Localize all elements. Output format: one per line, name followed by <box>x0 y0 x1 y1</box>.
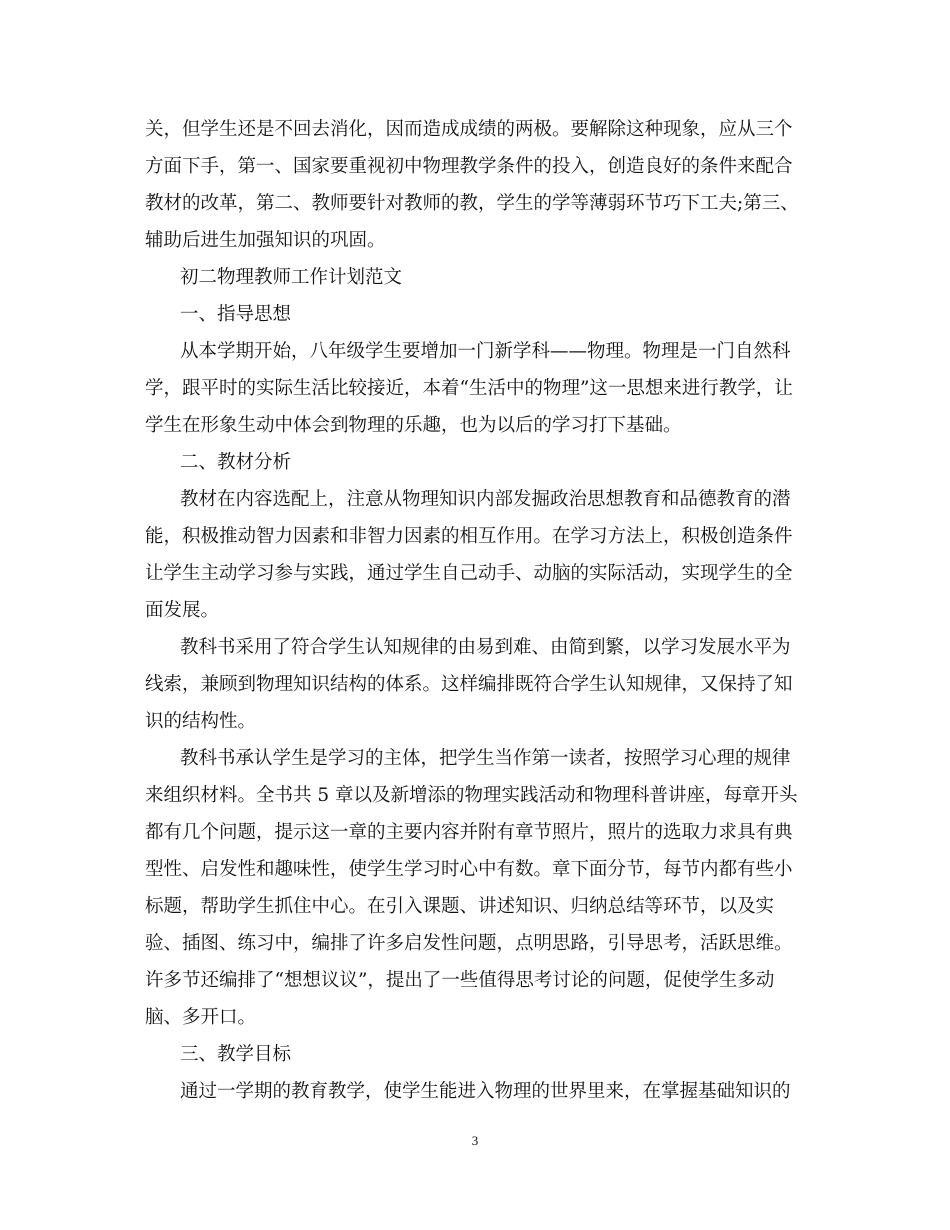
body-line: 关，但学生还是不回去消化，因而造成成绩的两极。要解除这种现象，应从三个 <box>145 119 793 140</box>
body-line: 标题，帮助学生抓住中心。在引入课题、讲述知识、归纳总结等环节，以及实 <box>145 896 775 917</box>
body-line: 面发展。 <box>145 600 220 621</box>
body-line: 能，积极推动智力因素和非智力因素的相互作用。在学习方法上，积极创造条件 <box>145 526 793 547</box>
body-line: 线索，兼顾到物理知识结构的体系。这样编排既符合学生认知规律，又保持了知 <box>145 674 793 695</box>
body-line: 脑、多开口。 <box>145 1007 257 1028</box>
body-line: 教材在内容选配上，注意从物理知识内部发掘政治思想教育和品德教育的潜 <box>180 489 791 510</box>
article-title: 初二物理教师工作计划范文 <box>180 267 403 288</box>
body-line: 教科书承认学生是学习的主体，把学生当作第一读者，按照学习心理的规律 <box>180 748 791 769</box>
body-line: 都有几个问题，提示这一章的主要内容并附有章节照片，照片的选取力求具有典 <box>145 822 793 843</box>
body-line: 学生在形象生动中体会到物理的乐趣，也为以后的学习打下基础。 <box>145 415 682 436</box>
body-line: 学，跟平时的实际生活比较接近，本着“生活中的物理”这一思想来进行教学，让 <box>145 378 793 399</box>
section-heading: 一、指导思想 <box>180 304 292 325</box>
section-heading: 三、教学目标 <box>180 1044 292 1065</box>
section-heading: 二、教材分析 <box>180 452 292 473</box>
body-line: 验、插图、练习中，编排了许多启发性问题，点明思路，引导思考，活跃思维。 <box>145 933 793 954</box>
body-line: 识的结构性。 <box>145 711 257 732</box>
body-line: 许多节还编排了“想想议议”，提出了一些值得思考讨论的问题，促使学生多动 <box>145 970 775 991</box>
body-line: 教科书采用了符合学生认知规律的由易到难、由简到繁，以学习发展水平为 <box>180 637 791 658</box>
page-number: 3 <box>471 1133 479 1148</box>
body-line: 辅助后进生加强知识的巩固。 <box>145 230 386 251</box>
body-line: 从本学期开始，八年级学生要增加一门新学科——物理。物理是一门自然科 <box>180 341 791 362</box>
body-line: 教材的改革，第二、教师要针对教师的教，学生的学等薄弱环节巧下工夫;第三、 <box>145 193 799 214</box>
body-line: 来组织材料。全书共 5 章以及新增添的物理实践活动和物理科普讲座，每章开头 <box>145 785 798 806</box>
body-line: 方面下手，第一、国家要重视初中物理教学条件的投入，创造良好的条件来配合 <box>145 156 793 177</box>
body-line: 让学生主动学习参与实践，通过学生自己动手、动脑的实际活动，实现学生的全 <box>145 563 793 584</box>
body-line: 型性、启发性和趣味性，使学生学习时心中有数。章下面分节，每节内都有些小 <box>145 859 793 880</box>
body-line: 通过一学期的教育教学，使学生能进入物理的世界里来，在掌握基础知识的 <box>180 1081 791 1102</box>
